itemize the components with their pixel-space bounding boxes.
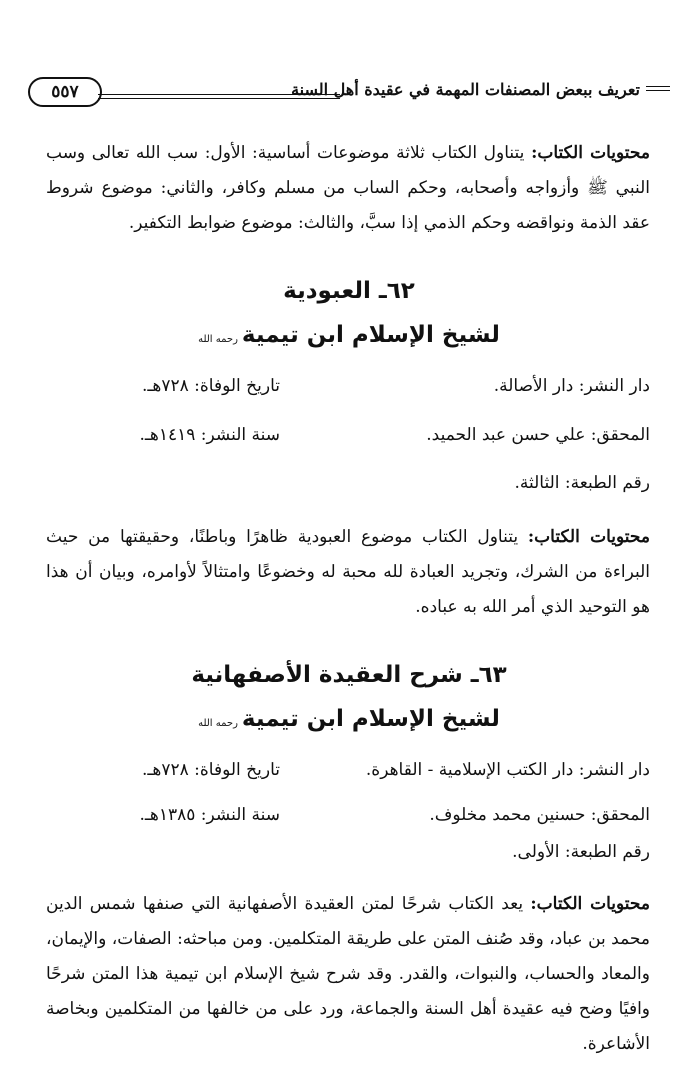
book-63-meta-row-1 <box>46 760 650 790</box>
book-62-heading: ٦٢ـ العبودية <box>283 278 415 304</box>
contents-label: محتويات الكتاب: <box>530 894 650 914</box>
author-name: لشيخ الإسلام ابن تيمية <box>241 322 500 348</box>
book-62-meta-row-3 <box>46 473 650 503</box>
page-number: ٥٥٧ <box>28 77 102 107</box>
pub-year: سنة النشر: ١٣٨٥هـ. <box>139 805 280 825</box>
book-63-contents <box>46 887 650 1062</box>
contents-text: يعد الكتاب شرحًا لمتن العقيدة الأصفهانية التي صنفها شمس الدين محمد بن عباد، وقد صُنف المتن على طريقة المتكلمين. ومن مباحثه: الصفات، والإيمان، والمعاد والحساب، والنبوات، والقدر. وقد شرح شيخ الإسلام ابن تيمية هذا المتن شرحًا وافيًا وضح فيه عقيدة أهل السنة والجماعة، ورد على من خالفها من المتكلمين وبخاصة الأشاعرة. <box>46 894 650 1054</box>
publisher: دار النشر: دار الكتب الإسلامية - القاهرة. <box>365 760 650 780</box>
editor: المحقق: حسنين محمد مخلوف. <box>429 805 650 825</box>
prev-contents <box>46 136 650 241</box>
book-62-author <box>0 322 698 348</box>
death-date: تاريخ الوفاة: ٧٢٨هـ. <box>141 760 280 780</box>
pub-year: سنة النشر: ١٤١٩هـ. <box>139 425 280 445</box>
editor: المحقق: علي حسن عبد الحميد. <box>426 425 650 445</box>
header-title: تعريف ببعض المصنفات المهمة في عقيدة أهل السنة <box>291 80 640 99</box>
honorific-mark: رحمه الله <box>198 334 238 345</box>
running-header <box>28 74 670 114</box>
book-63-meta-row-2 <box>46 805 650 835</box>
book-63-heading: ٦٣ـ شرح العقيدة الأصفهانية <box>191 662 507 688</box>
contents-label: محتويات الكتاب: <box>527 527 650 547</box>
edition: رقم الطبعة: الأولى. <box>512 842 650 862</box>
contents-label: محتويات الكتاب: <box>531 143 650 163</box>
contents-text: يتناول الكتاب ثلاثة موضوعات أساسية: الأول: سب الله تعالى وسب النبي ﷺ وأزواجه وأصحابه، وحكم الساب من مسلم وكافر، والثاني: موضوع شروط عقد الذمة ونواقضه وحكم الذمي إذا سبَّ، والثالث: موضوع ضوابط التكفير. <box>46 143 650 233</box>
contents-text: يتناول الكتاب موضوع العبودية ظاهرًا وباطنًا، وحقيقتها من حيث البراءة من الشرك، وتجريد العبادة لله محبة له وخضوعًا وامتثالاً لأوامره، وبيان أن هذا هو التوحيد الذي أمر الله به عباده. <box>46 527 650 617</box>
book-62-meta-row-2 <box>46 425 650 455</box>
book-63-author <box>0 706 698 732</box>
death-date: تاريخ الوفاة: ٧٢٨هـ. <box>141 376 280 396</box>
publisher: دار النشر: دار الأصالة. <box>493 376 650 396</box>
book-62-contents <box>46 520 650 625</box>
honorific-mark: رحمه الله <box>198 718 238 729</box>
edition: رقم الطبعة: الثالثة. <box>514 473 650 493</box>
author-name: لشيخ الإسلام ابن تيمية <box>241 706 500 732</box>
header-rule <box>98 94 340 99</box>
book-63-meta-row-3 <box>46 842 650 872</box>
book-62-meta-row-1 <box>46 376 650 406</box>
header-ornament <box>646 86 670 91</box>
